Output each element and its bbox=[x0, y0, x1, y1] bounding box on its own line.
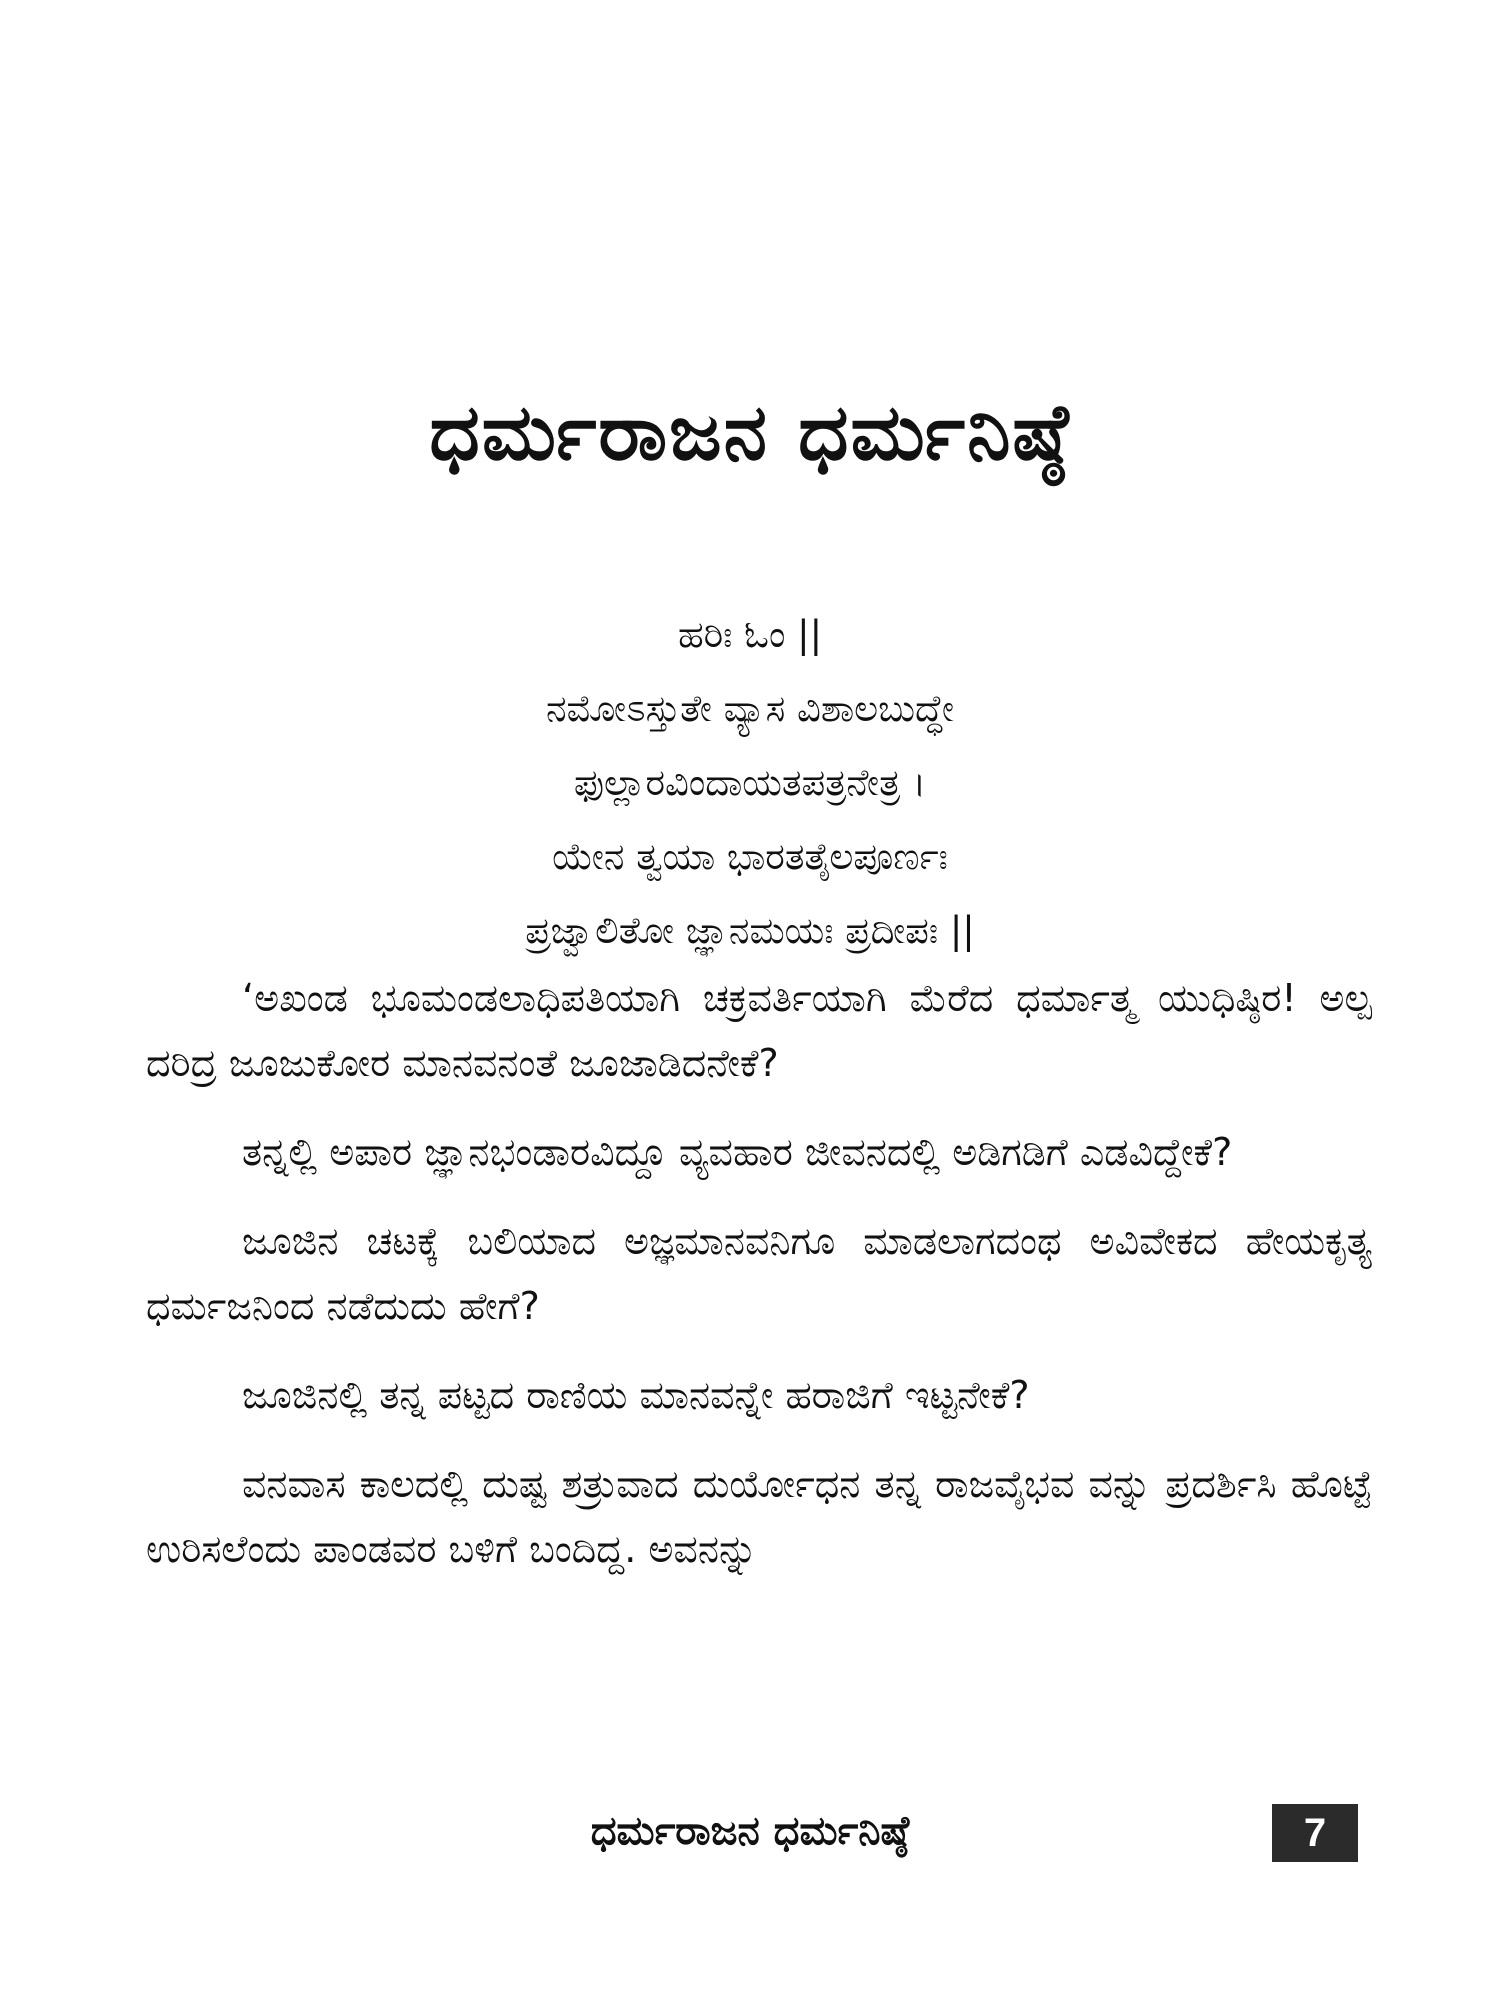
body-text bbox=[146, 966, 1372, 1606]
verse-line: ಹರಿಃ ಓಂ || bbox=[677, 613, 823, 656]
paragraph: ಜೂಜಿನ ಚಟಕ್ಕೆ ಬಲಿಯಾದ ಅಜ್ಞಮಾನವನಿಗೂ ಮಾಡಲಾಗದಂಥ ಅವಿವೇಕದ ಹೇಯಕೃತ್ಯ ಧರ್ಮಜನಿಂದ ನಡೆದುದು ಹೇಗೆ? bbox=[146, 1219, 1372, 1328]
verse-line: ನಮೋಽಸ್ತುತೇ ವ್ಯಾಸ ವಿಶಾಲಬುದ್ಧೇ bbox=[545, 687, 955, 730]
chapter-title: ಧರ್ಮರಾಜನ ಧರ್ಮನಿಷ್ಠೆ bbox=[429, 388, 1071, 478]
paragraph: ವನವಾಸ ಕಾಲದಲ್ಲಿ ದುಷ್ಟ ಶತ್ರುವಾದ ದುರ್ಯೋಧನ ತನ್ನ ರಾಜವೈಭವ ವನ್ನು ಪ್ರದರ್ಶಿಸಿ ಹೊಟ್ಟೆ ಉರಿಸಲೆಂದು ಪಾಂಡವರ ಬಳಿಗೆ ಬಂದಿದ್ದ. ಅವನನ್ನು bbox=[146, 1462, 1372, 1571]
paragraph: ‘ಅಖಂಡ ಭೂಮಂಡಲಾಧಿಪತಿಯಾಗಿ ಚಕ್ರವರ್ತಿಯಾಗಿ ಮೆರೆದ ಧರ್ಮಾತ್ಮ ಯುಧಿಷ್ಠಿರ! ಅಲ್ಪ ದರಿದ್ರ ಜೂಜುಕೋರ ಮಾನವನಂತೆ ಜೂಜಾಡಿದನೇಕೆ? bbox=[146, 976, 1372, 1085]
verse-line: ಫುಲ್ಲಾರವಿಂದಾಯತಪತ್ರನೇತ್ರ । bbox=[573, 761, 927, 804]
verse-line: ಪ್ರಜ್ವಾಲಿತೋ ಜ್ಞಾನಮಯಃ ಪ್ರದೀಪಃ || bbox=[525, 909, 975, 952]
paragraph: ಜೂಜಿನಲ್ಲಿ ತನ್ನ ಪಟ್ಟದ ರಾಣಿಯ ಮಾನವನ್ನೇ ಹರಾಜಿಗೆ ಇಟ್ಟನೇಕೆ? bbox=[242, 1373, 1030, 1417]
invocation-verse bbox=[0, 598, 1500, 968]
running-footer-title: ಧರ್ಮರಾಜನ ಧರ್ಮನಿಷ್ಠೆ bbox=[590, 1808, 910, 1854]
page-number-badge: 7 bbox=[1272, 1804, 1358, 1862]
paragraph: ತನ್ನಲ್ಲಿ ಅಪಾರ ಜ್ಞಾನಭಂಡಾರವಿದ್ದೂ ವ್ಯವಹಾರ ಜೀವನದಲ್ಲಿ ಅಡಿಗಡಿಗೆ ಎಡವಿದ್ದೇಕೆ? bbox=[242, 1130, 1233, 1174]
verse-line: ಯೇನ ತ್ವಯಾ ಭಾರತತೈಲಪೂರ್ಣಃ bbox=[552, 835, 948, 878]
